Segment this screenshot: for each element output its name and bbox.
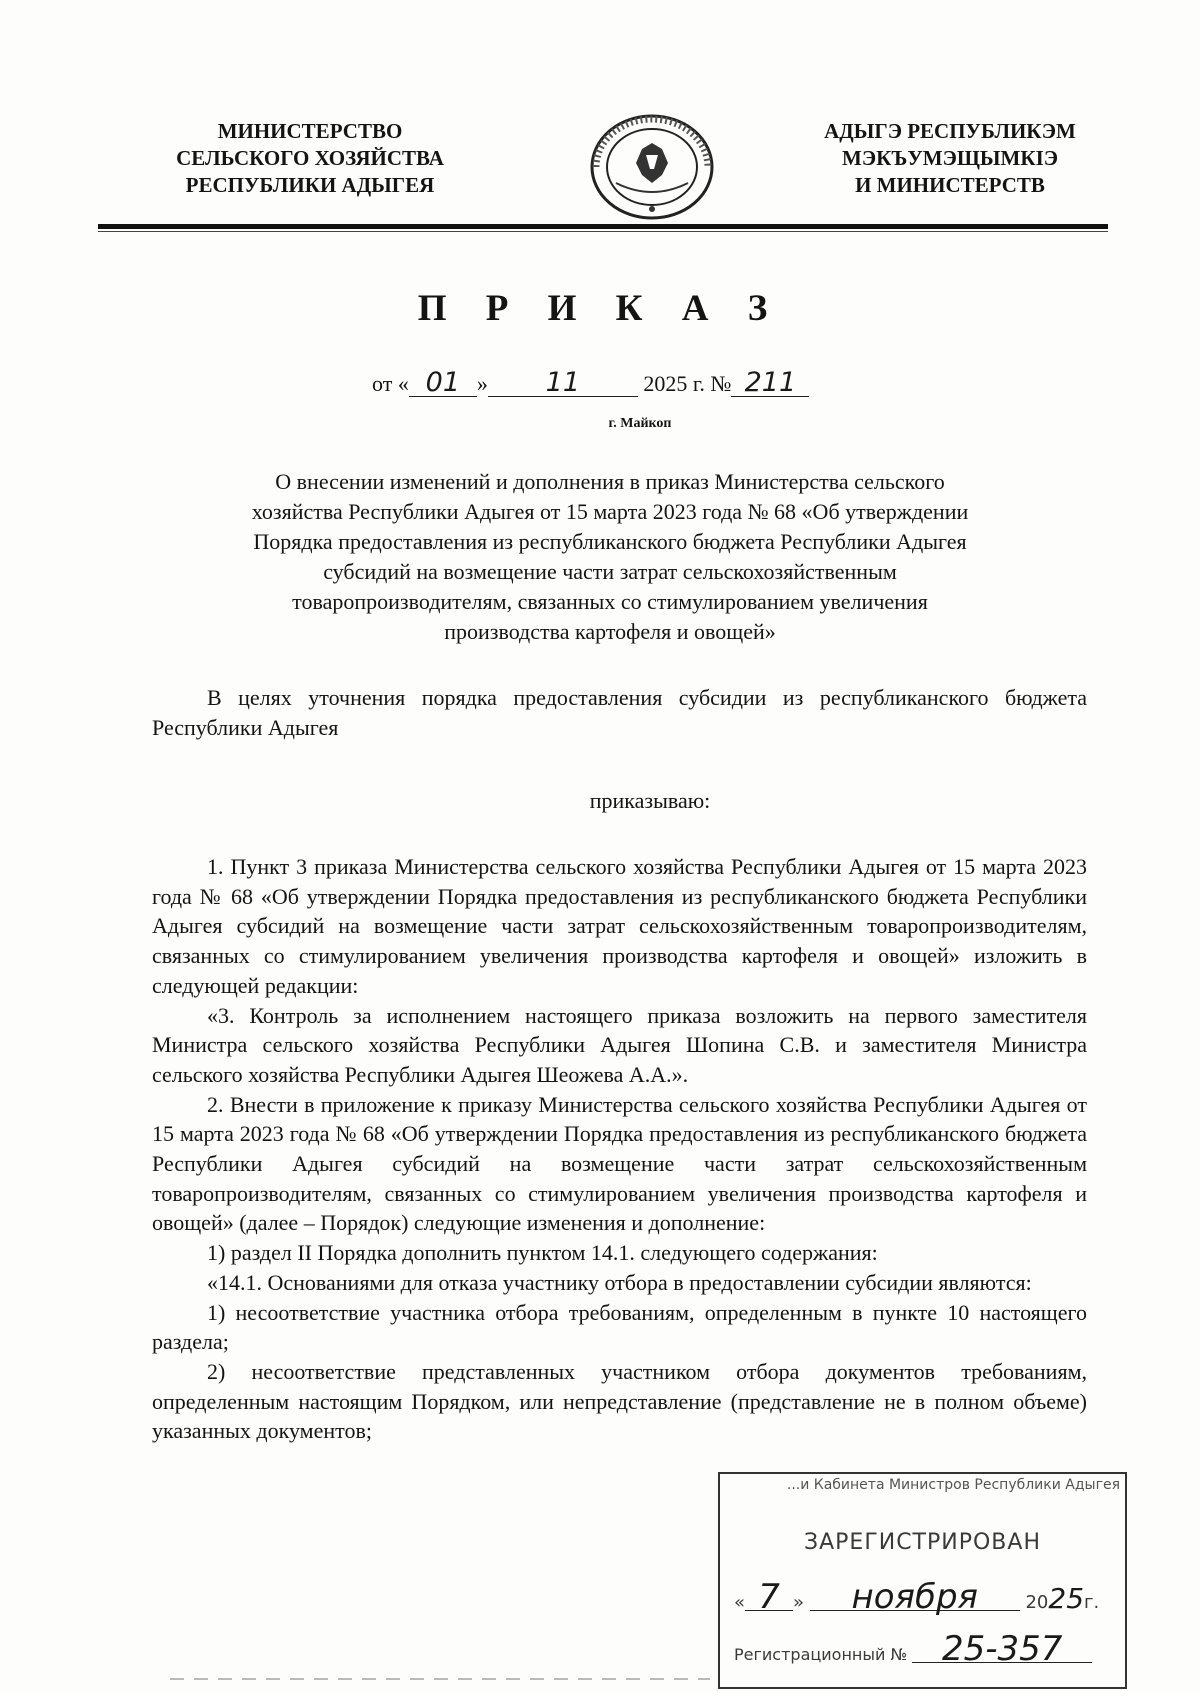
order-number: 211 <box>731 370 809 397</box>
order-word: приказываю: <box>589 788 711 813</box>
stamp-year-prefix: 20 <box>1025 1592 1049 1613</box>
header-divider-thick <box>98 224 1108 229</box>
paragraph: «3. Контроль за исполнением настоящего приказа возложить на первого заместителя Министра сельского хозяйства Республики Адыгея Шопина С.В. и заместителя Министра сельского хозяйства Республики Адыгея Шеожева А.А.». <box>152 1002 1087 1087</box>
subject-line: О внесении изменений и дополнения в приказ Министерства сельского <box>275 469 945 494</box>
stamp-reg-number <box>734 1629 1114 1669</box>
paragraph: 1. Пункт 3 приказа Министерства сельского хозяйства Республики Адыгея от 15 марта 2023 года № 68 «Об утверждении Порядка предоставления из республиканского бюджета Республики Адыгея субсидий на возмещение части затрат сельскохозяйственным товаропроизводителям, связанных со стимулированием увеличения производства картофеля и овощей» изложить в следующей редакции: <box>152 854 1087 998</box>
date-prefix: от « <box>372 371 409 396</box>
stamp-registered: ЗАРЕГИСТРИРОВАН <box>804 1530 1041 1555</box>
registration-stamp <box>718 1472 1127 1689</box>
ministry-name-adyghe <box>800 118 1100 199</box>
paragraph: 2) несоответствие представленных участником отбора документов требованиям, определенным настоящим Порядком, или непредставление (представление не в полном объеме) указанных документов; <box>152 1358 1087 1444</box>
stamp-year-g: г. <box>1084 1592 1100 1613</box>
order-body <box>152 852 1087 1446</box>
city: г. Майкоп <box>608 416 672 431</box>
scan-artifact <box>170 1678 710 1680</box>
number-label: № <box>710 371 732 396</box>
ministry-line: И МИНИСТЕРСТВ <box>855 173 1045 197</box>
stamp-reg-value: 25-357 <box>912 1636 1092 1663</box>
date-month: 11 <box>488 370 638 397</box>
order-subject <box>150 467 1070 647</box>
ministry-line: МЭКЪУМЭЩЫМКIЭ <box>842 146 1058 170</box>
paragraph: 2. Внести в приложение к приказу Министерства сельского хозяйства Республики Адыгея от 15 марта 2023 года № 68 «Об утверждении Порядка предоставления из республиканского бюджета Республики Адыгея субсидий на возмещение части затрат сельскохозяйственным товаропроизводителям, связанных со стимулированием увеличения производства картофеля и овощей» (далее – Порядок) следующие изменения и дополнение: <box>152 1091 1087 1236</box>
preamble-text: В целях уточнения порядка предоставления субсидии из республиканского бюджета Республики Адыгея <box>152 685 1087 740</box>
paragraph: 1) раздел II Порядка дополнить пунктом 14.1. следующего содержания: <box>207 1240 878 1266</box>
ministry-line: СЕЛЬСКОГО ХОЗЯЙСТВА <box>176 146 444 170</box>
paragraph: 1) несоответствие участника отбора требованиям, определенным в пункте 10 настоящего раздела; <box>152 1299 1087 1355</box>
stamp-month: ноября <box>810 1584 1020 1611</box>
subject-line: хозяйства Республики Адыгея от 15 марта 2023 года № 68 «Об утверждении <box>251 499 969 524</box>
subject-line: товаропроизводителям, связанных со стимулированием увеличения <box>292 589 928 614</box>
stamp-reg-label: Регистрационный № <box>734 1645 908 1664</box>
ministry-line: АДЫГЭ РЕСПУБЛИКЭМ <box>824 119 1076 143</box>
date-day: 01 <box>409 370 477 397</box>
ministry-line: МИНИСТЕРСТВО <box>217 119 403 143</box>
subject-line: субсидий на возмещение части затрат сельскохозяйственным <box>323 559 897 584</box>
stamp-date: « 7 » ноября 2025г. <box>734 1577 1100 1617</box>
document-title: П Р И К А З <box>417 288 783 329</box>
date-year: 2025 г. <box>643 371 705 396</box>
ministry-name-russian <box>150 118 470 199</box>
paragraph: «14.1. Основаниями для отказа участнику отбора в предоставлении субсидии являются: <box>207 1269 1032 1295</box>
adygea-coat-of-arms-icon <box>588 113 716 221</box>
header-divider-thin <box>98 231 1108 232</box>
subject-line: производства картофеля и овощей» <box>444 619 776 644</box>
date-mid: » <box>476 371 488 396</box>
subject-line: Порядка предоставления из республиканского бюджета Республики Адыгея <box>253 529 967 554</box>
ministry-line: РЕСПУБЛИКИ АДЫГЕЯ <box>185 173 435 197</box>
stamp-day: 7 <box>745 1584 793 1611</box>
preamble <box>152 683 1087 742</box>
stamp-header: ...и Кабинета Министров Республики Адыгея <box>786 1477 1120 1493</box>
order-dateline <box>372 367 809 398</box>
stamp-year-suffix: 25 <box>1048 1582 1085 1615</box>
